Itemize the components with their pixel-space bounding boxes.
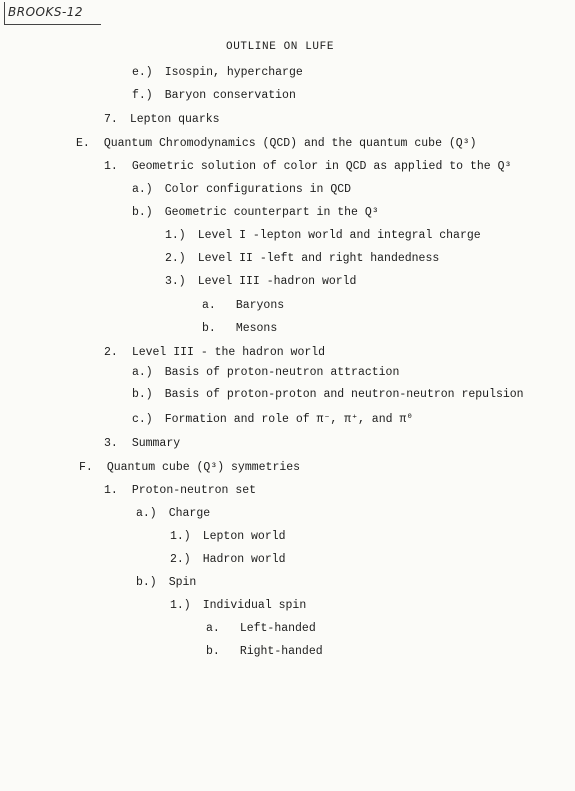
outline-item — [165, 252, 439, 266]
outline-text: Basis of proton-neutron attraction — [164, 366, 400, 379]
outline-item — [132, 206, 379, 220]
outline-marker: b. — [206, 645, 220, 658]
outline-item — [202, 299, 284, 313]
outline-item — [170, 599, 306, 613]
outline-text: Geometric solution of color in QCD as applied to the Q³ — [131, 160, 512, 173]
outline-marker: 2.) — [170, 553, 191, 566]
outline-text: Right-handed — [239, 645, 323, 658]
outline-item — [132, 413, 413, 427]
outline-item — [165, 275, 356, 289]
outline-marker: c.) — [132, 413, 153, 426]
outline-marker: b. — [202, 322, 216, 335]
page-title: OUTLINE ON LUFE — [226, 41, 335, 53]
outline-text: Level II -left and right handedness — [197, 252, 440, 265]
outline-marker: a.) — [136, 507, 157, 520]
outline-text: Lepton quarks — [129, 113, 220, 126]
outline-text: Left-handed — [239, 622, 316, 635]
outline-text: Level III - the hadron world — [131, 346, 326, 359]
outline-marker: e.) — [132, 66, 153, 79]
outline-marker: a. — [206, 622, 220, 635]
outline-marker: 7. — [104, 113, 118, 126]
outline-text: Level I -lepton world and integral charge — [197, 229, 481, 242]
outline-item — [165, 229, 481, 243]
outline-marker: 2. — [104, 346, 118, 359]
outline-text: Geometric counterpart in the Q³ — [164, 206, 379, 219]
handwritten-corner-note — [4, 2, 101, 25]
outline-text: Mesons — [235, 322, 278, 335]
outline-text: Quantum Chromodynamics (QCD) and the quantum cube (Q³) — [103, 137, 477, 150]
outline-text: Charge — [168, 507, 211, 520]
outline-item — [104, 437, 180, 451]
outline-item — [104, 346, 325, 360]
outline-item — [132, 388, 524, 402]
outline-text: Hadron world — [202, 553, 286, 566]
outline-item — [206, 645, 323, 659]
outline-marker: 1.) — [165, 229, 186, 242]
outline-marker: 1. — [104, 160, 118, 173]
outline-text: Lepton world — [202, 530, 286, 543]
outline-marker: b.) — [136, 576, 157, 589]
outline-marker: b.) — [132, 388, 153, 401]
outline-marker: F. — [79, 461, 93, 474]
outline-marker: a. — [202, 299, 216, 312]
outline-item — [76, 137, 476, 151]
outline-text: Baryons — [235, 299, 285, 312]
outline-item — [170, 530, 286, 544]
outline-item — [132, 89, 296, 103]
corner-note-text: BROOKS-12 — [8, 5, 84, 19]
outline-marker: a.) — [132, 183, 153, 196]
outline-marker: 1.) — [170, 599, 191, 612]
outline-marker: 3. — [104, 437, 118, 450]
outline-marker: b.) — [132, 206, 153, 219]
outline-text: Summary — [131, 437, 181, 450]
outline-marker: E. — [76, 137, 90, 150]
outline-marker: 1. — [104, 484, 118, 497]
outline-text: Quantum cube (Q³) symmetries — [106, 461, 301, 474]
outline-item — [104, 484, 256, 498]
outline-item — [79, 461, 300, 475]
outline-item — [136, 576, 196, 590]
outline-text: Spin — [168, 576, 197, 589]
outline-text: Formation and role of π⁻, π⁺, and π⁰ — [164, 413, 414, 426]
outline-marker: 1.) — [170, 530, 191, 543]
outline-text: Color configurations in QCD — [164, 183, 352, 196]
outline-text: Individual spin — [202, 599, 307, 612]
outline-item — [132, 183, 351, 197]
outline-marker: 3.) — [165, 275, 186, 288]
outline-item — [202, 322, 277, 336]
outline-item — [104, 113, 220, 127]
outline-item — [132, 66, 303, 80]
outline-item — [136, 507, 210, 521]
outline-text: Basis of proton-proton and neutron-neutron repulsion — [164, 388, 524, 401]
outline-text: Level III -hadron world — [197, 275, 357, 288]
outline-marker: 2.) — [165, 252, 186, 265]
outline-item — [170, 553, 286, 567]
outline-text: Proton-neutron set — [131, 484, 257, 497]
outline-marker: f.) — [132, 89, 153, 102]
outline-item — [206, 622, 316, 636]
outline-item — [132, 366, 399, 380]
outline-marker: a.) — [132, 366, 153, 379]
outline-item — [104, 160, 511, 174]
outline-text: Baryon conservation — [164, 89, 296, 102]
outline-text: Isospin, hypercharge — [164, 66, 303, 79]
